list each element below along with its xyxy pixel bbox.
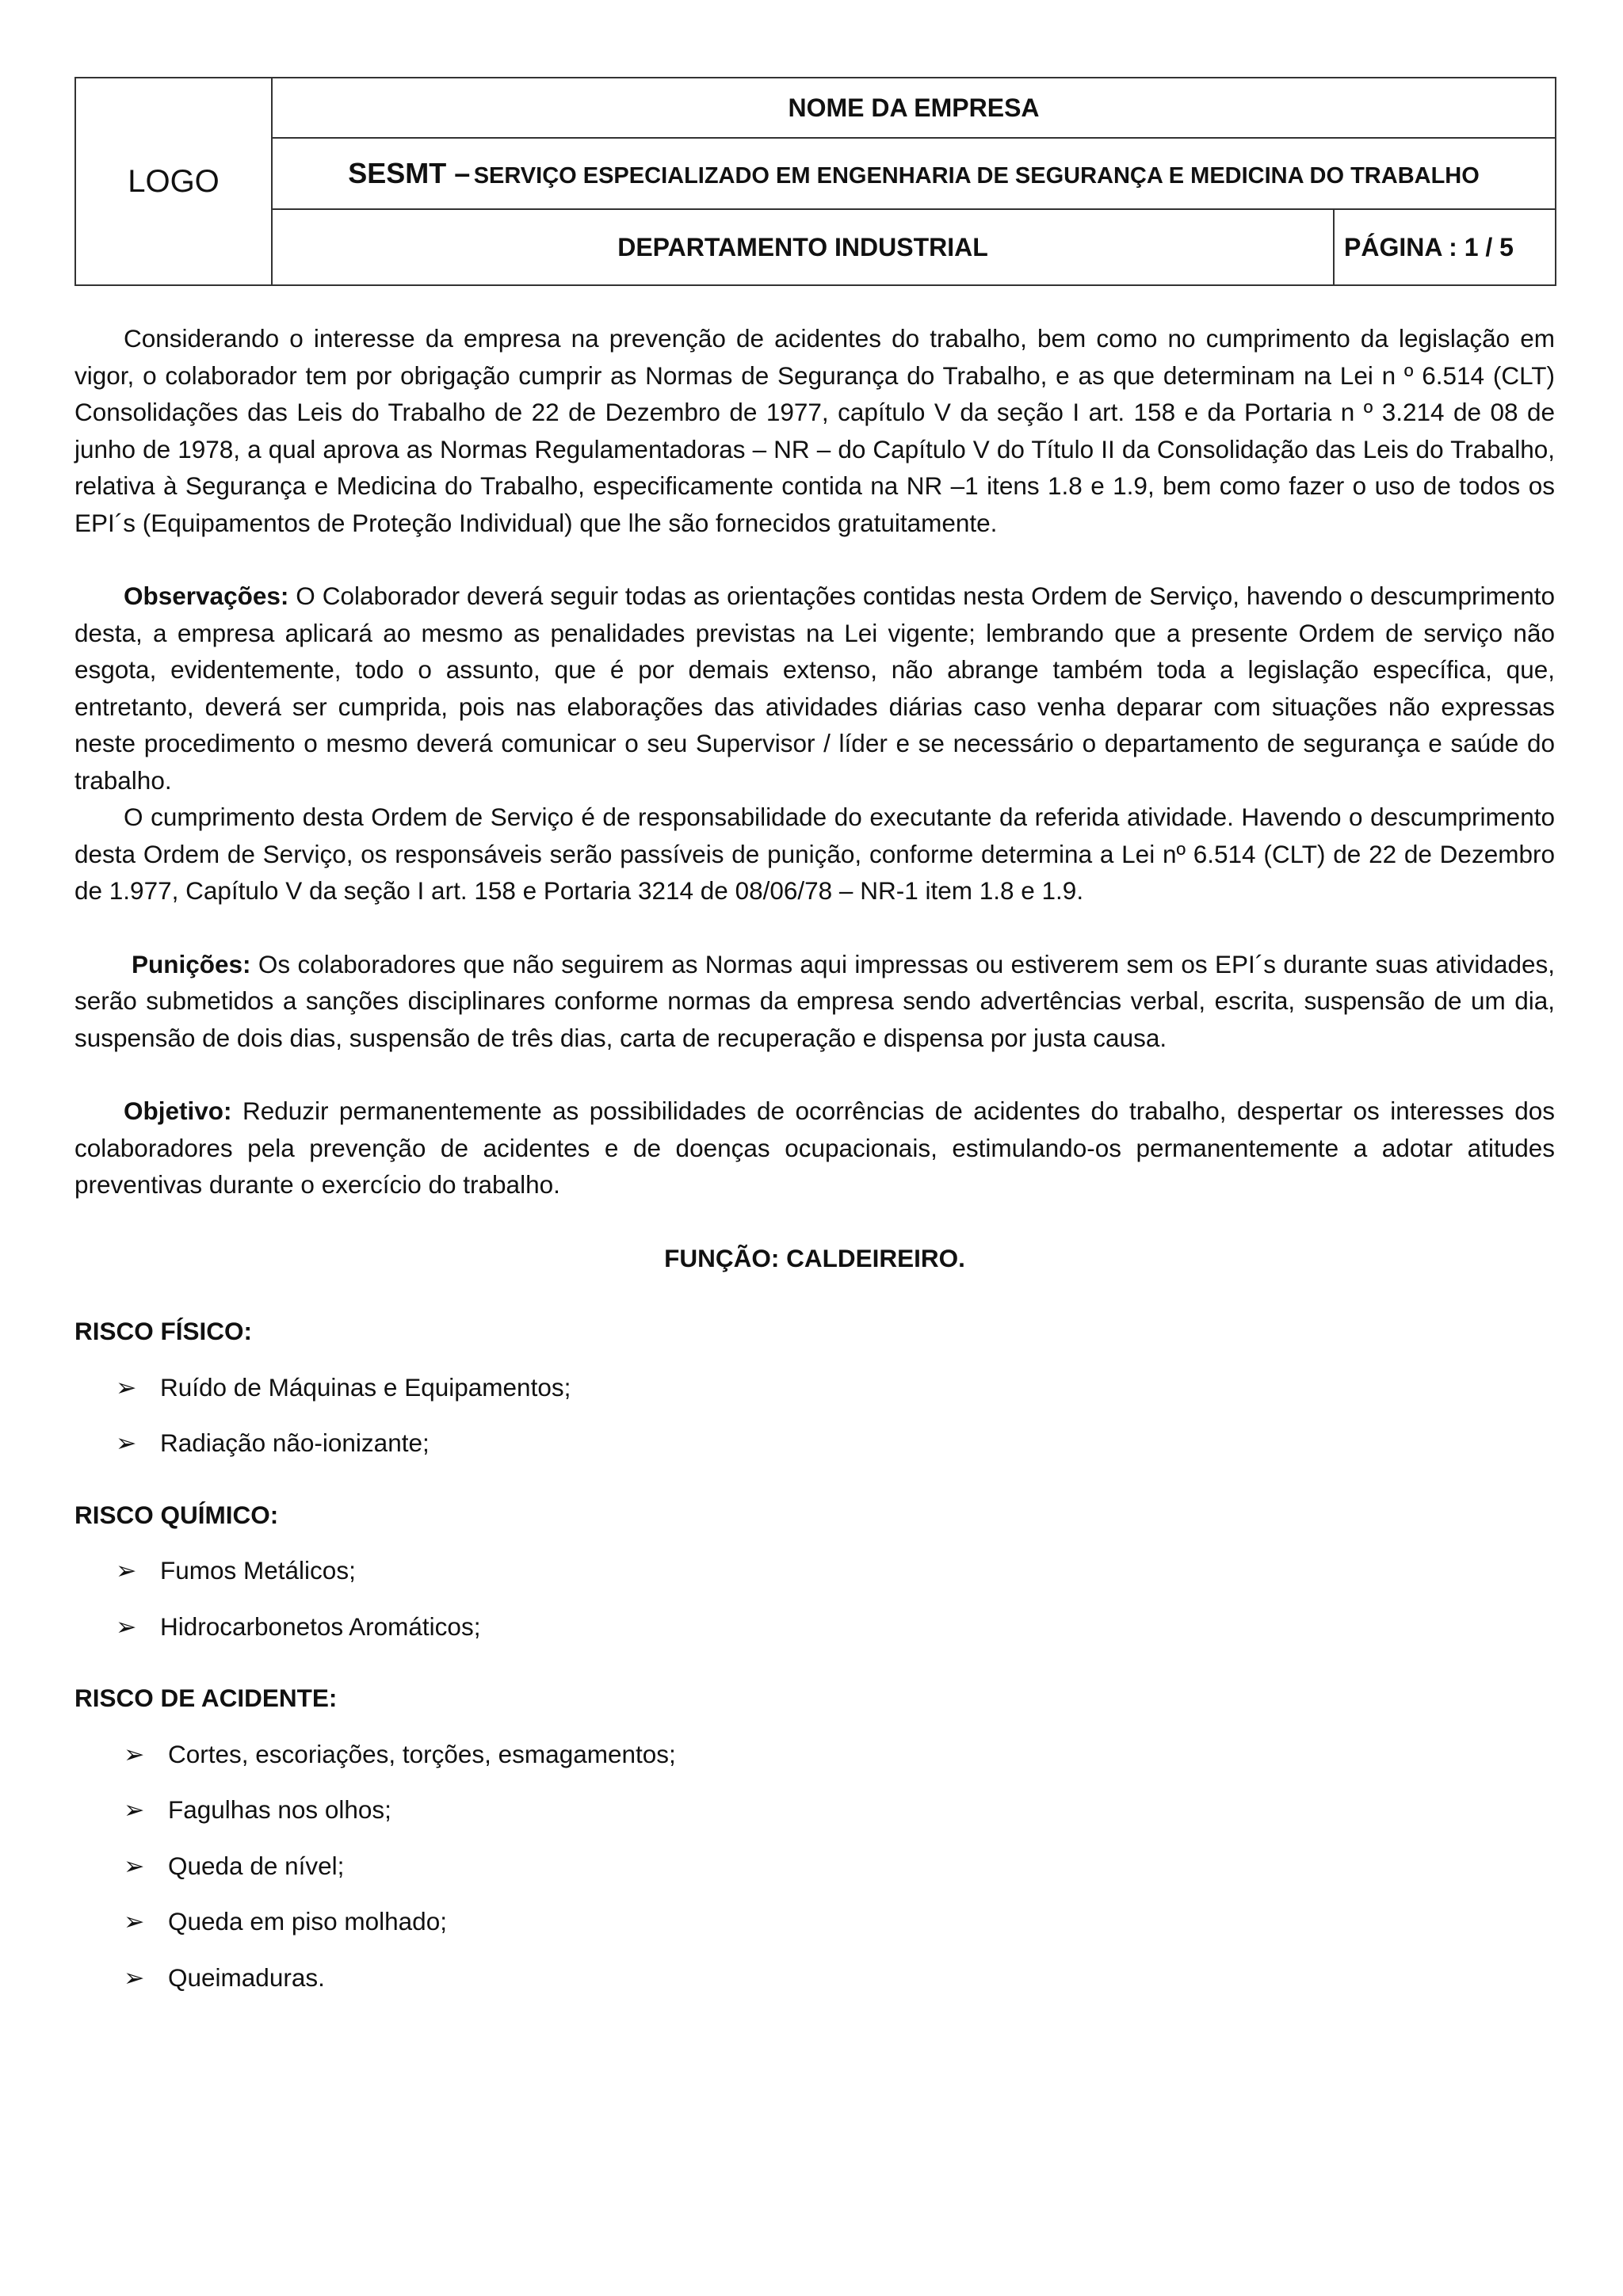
risco-fisico-list (74, 1369, 1555, 1462)
risco-acidente-title: RISCO DE ACIDENTE: (74, 1684, 338, 1712)
list-item (116, 1552, 1555, 1589)
list-item (124, 1791, 1555, 1829)
risco-quimico-title: RISCO QUÍMICO: (74, 1500, 279, 1529)
sesmt-title (272, 138, 1556, 209)
list-item-text: Fagulhas nos olhos; (168, 1795, 391, 1824)
arrow-bullet-icon: ➢ (124, 1962, 145, 1992)
objetivo-label: Objetivo: (124, 1097, 232, 1125)
list-item-text: Queda em piso molhado; (168, 1907, 447, 1936)
department-name: DEPARTAMENTO INDUSTRIAL (272, 209, 1334, 285)
cumprimento-paragraph: O cumprimento desta Ordem de Serviço é de responsabilidade do executante da referida atividade. Havendo o descumprimento desta Ordem de Serviço, os responsáveis serão passíveis de punição, conforme determina a Lei nº 6.514 (CLT) de 22 de Dezembro de 1.977, Capítulo V da seção I art. 158 e Portaria 3214 de 08/06/78 – NR-1 item 1.8 e 1.9. (74, 803, 1555, 905)
list-item (124, 1736, 1555, 1773)
list-item (124, 1959, 1555, 1997)
objetivo-paragraph (74, 1093, 1555, 1203)
sesmt-prefix: SESMT – (348, 157, 471, 189)
list-item-text: Fumos Metálicos; (160, 1556, 356, 1585)
intro-paragraph: Considerando o interesse da empresa na prevenção de acidentes do trabalho, bem como no cumprimento da legislação em vigor, o colaborador tem por obrigação cumprir as Normas de Segurança do Trabalho, e as que determinam na Lei n º 6.514 (CLT) Consolidações das Leis do Trabalho de 22 de Dezembro de 1977, capítulo V da seção I art. 158 e da Portaria n º 3.214 de 08 de junho de 1978, a qual aprova as Normas Regulamentadoras – NR – do Capítulo V do Título II da Consolidação das Leis do Trabalho, relativa à Segurança e Medicina do Trabalho, especificamente contida na NR –1 itens 1.8 e 1.9, bem como fazer o uso de todos os EPI´s (Equipamentos de Proteção Individual) que lhe são fornecidos gratuitamente. (74, 324, 1555, 537)
list-item-text: Radiação não-ionizante; (160, 1428, 430, 1457)
list-item-text: Hidrocarbonetos Aromáticos; (160, 1611, 481, 1641)
list-item (116, 1608, 1555, 1646)
logo: LOGO (75, 78, 272, 285)
risco-quimico-list (74, 1552, 1555, 1645)
punicoes-paragraph (74, 946, 1555, 1057)
list-item-text: Queda de nível; (168, 1851, 345, 1880)
risco-acidente-list (74, 1736, 1555, 1997)
observacoes-paragraph (74, 578, 1555, 799)
arrow-bullet-icon: ➢ (124, 1907, 145, 1936)
list-item (116, 1425, 1555, 1462)
arrow-bullet-icon: ➢ (116, 1611, 137, 1641)
list-item-text: Queimaduras. (168, 1962, 325, 1992)
funcao-title: FUNÇÃO: CALDEIREIRO. (664, 1243, 965, 1272)
arrow-bullet-icon: ➢ (116, 1428, 137, 1457)
arrow-bullet-icon: ➢ (116, 1372, 137, 1402)
header-table (74, 77, 1556, 286)
page-number: PÁGINA : 1 / 5 (1334, 209, 1556, 285)
punicoes-text: Os colaboradores que não seguirem as Normas aqui impressas ou estiverem sem os EPI´s durante suas atividades, serão submetidos a sanções disciplinares conforme normas da empresa sendo advertências verbal, escrita, suspensão de um dia, suspensão de dois dias, suspensão de três dias, carta de recuperação e dispensa por justa causa. (74, 949, 1555, 1052)
list-item (124, 1848, 1555, 1885)
arrow-bullet-icon: ➢ (116, 1556, 137, 1585)
sesmt-text: SERVIÇO ESPECIALIZADO EM ENGENHARIA DE SEGURANÇA E MEDICINA DO TRABALHO (473, 163, 1480, 189)
punicoes-label: Punições: (132, 949, 251, 978)
objetivo-text: Reduzir permanentemente as possibilidades de ocorrências de acidentes do trabalho, despertar os interesses dos colaboradores pela prevenção de acidentes e de doenças ocupacionais, estimulando-os permanentemente a adotar atitudes preventivas durante o exercício do trabalho. (74, 1097, 1555, 1199)
arrow-bullet-icon: ➢ (124, 1851, 145, 1880)
list-item-text: Ruído de Máquinas e Equipamentos; (160, 1372, 571, 1402)
arrow-bullet-icon: ➢ (124, 1739, 145, 1768)
list-item (124, 1903, 1555, 1940)
company-name: NOME DA EMPRESA (272, 78, 1556, 138)
list-item-text: Cortes, escoriações, torções, esmagamentos; (168, 1739, 676, 1768)
arrow-bullet-icon: ➢ (124, 1795, 145, 1824)
observacoes-text: O Colaborador deverá seguir todas as orientações contidas nesta Ordem de Serviço, havendo o descumprimento desta, a empresa aplicará ao mesmo as penalidades previstas na Lei vigente; lembrando que a presente Ordem de serviço não esgota, evidentemente, todo o assunto, que é por demais extenso, não abrange também toda a legislação específica, que, entretanto, deverá ser cumprida, pois nas elaborações das atividades diárias caso venha deparar com situações não expressas neste procedimento o mesmo deverá comunicar o seu Supervisor / líder e se necessário o departamento de segurança e saúde do trabalho. (74, 582, 1555, 795)
list-item (116, 1369, 1555, 1406)
document-page (74, 77, 1555, 1996)
risco-fisico-title: RISCO FÍSICO: (74, 1317, 253, 1345)
observacoes-label: Observações: (124, 582, 289, 610)
